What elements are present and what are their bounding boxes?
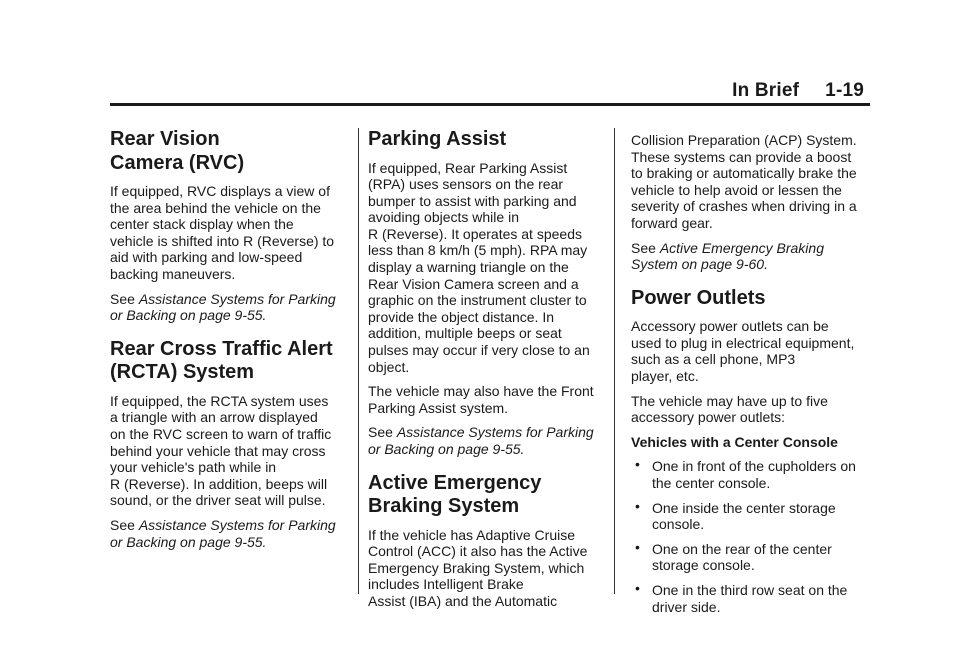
heading-line: Rear Cross Traffic Alert xyxy=(110,337,333,360)
text-line: less than 8 km/h (5 mph). RPA may xyxy=(368,242,588,259)
aeb-body-continued xyxy=(631,132,871,232)
text-line: avoiding objects while in xyxy=(368,209,519,226)
list-item xyxy=(631,497,871,533)
text-line: Emergency Braking System, which xyxy=(368,559,585,576)
heading-line: Rear Vision xyxy=(110,128,220,150)
aeb-heading xyxy=(368,472,608,519)
text-line: player, etc. xyxy=(631,368,699,385)
text-line: display a warning triangle on the xyxy=(368,259,569,276)
text-line: One on the rear of the center xyxy=(652,540,832,557)
heading-line: Camera (RVC) xyxy=(110,151,245,174)
rcta-heading xyxy=(110,338,350,385)
text-line: the area behind the vehicle on the xyxy=(110,199,321,216)
text-line: Assist (IBA) and the Automatic xyxy=(368,592,558,609)
text-line: If the vehicle has Adaptive Cruise xyxy=(368,526,576,543)
text-line: backing maneuvers. xyxy=(110,265,236,282)
parking-assist-body xyxy=(368,160,608,376)
text-line: (RPA) uses sensors on the rear xyxy=(368,176,564,193)
text-line: If equipped, Rear Parking Assist xyxy=(368,159,568,176)
text-line: The vehicle may also have the Front xyxy=(368,383,594,400)
text-line: accessory power outlets: xyxy=(631,409,786,426)
heading-line: Braking System xyxy=(368,495,520,518)
power-outlets-intro xyxy=(631,393,871,426)
cross-reference-link[interactable]: or Backing on page 9-55. xyxy=(110,533,267,550)
text-line: Rear Vision Camera screen and a xyxy=(368,275,579,292)
cross-reference-link[interactable]: Assistance Systems for Parking xyxy=(138,516,336,533)
text-line: behind your vehicle that may cross xyxy=(110,442,326,459)
text-line: used to plug in electrical equipment, xyxy=(631,334,855,351)
rcta-body xyxy=(110,393,350,509)
text-line: forward gear. xyxy=(631,214,713,231)
rvc-heading xyxy=(110,128,350,175)
text-line: console. xyxy=(652,516,705,533)
text-line: bumper to assist with parking and xyxy=(368,192,577,209)
page-number: 1-19 xyxy=(825,80,864,101)
rcta-see-reference xyxy=(110,517,350,550)
list-item xyxy=(631,579,871,615)
page-header xyxy=(732,80,864,102)
text-line: the center console. xyxy=(652,475,771,491)
text-line: One in front of the cupholders on xyxy=(652,458,856,475)
text-line: a triangle with an arrow displayed xyxy=(110,409,318,426)
bullet-icon: • xyxy=(635,579,640,596)
aeb-see-reference xyxy=(631,240,871,273)
text-line: aid with parking and low-speed xyxy=(110,249,303,266)
text-line: The vehicle may have up to five xyxy=(631,392,828,409)
text-line: Control (ACC) it also has the Active xyxy=(368,543,588,560)
text-line: graphic on the instrument cluster to xyxy=(368,292,587,309)
text-line: includes Intelligent Brake xyxy=(368,576,524,593)
parking-assist-heading: Parking Assist xyxy=(368,128,507,150)
outlet-list xyxy=(631,458,871,615)
text-line: Parking Assist system. xyxy=(368,399,509,416)
bullet-icon: • xyxy=(635,538,640,555)
text-line: severity of crashes when driving in a xyxy=(631,198,857,215)
text-line: object. xyxy=(368,358,410,375)
see-prefix: See xyxy=(368,424,393,441)
see-prefix: See xyxy=(110,516,135,533)
text-line: sound, or the driver seat will pulse. xyxy=(110,492,326,509)
power-outlets-body xyxy=(631,318,871,384)
column-2 xyxy=(368,128,608,618)
see-prefix: See xyxy=(631,239,656,256)
text-line: such as a cell phone, MP3 xyxy=(631,351,796,368)
text-line: vehicle is shifted into R (Reverse) to xyxy=(110,232,335,249)
text-line: storage console. xyxy=(652,557,755,574)
heading-line: (RCTA) System xyxy=(110,361,255,384)
parking-see-reference xyxy=(368,424,608,457)
text-line: provide the object distance. In xyxy=(368,308,555,325)
text-line: R (Reverse). In addition, beeps will xyxy=(110,475,328,492)
see-prefix: See xyxy=(110,290,135,307)
column-3 xyxy=(631,132,871,623)
text-line: One inside the center storage xyxy=(652,499,836,516)
list-item xyxy=(631,458,871,491)
cross-reference-link[interactable]: Active Emergency Braking xyxy=(659,239,824,256)
bullet-icon: • xyxy=(635,497,640,514)
cross-reference-link[interactable]: Assistance Systems for Parking xyxy=(396,424,594,441)
rvc-see-reference xyxy=(110,291,350,324)
column-divider xyxy=(358,128,359,594)
text-line: pulses may occur if very close to an xyxy=(368,342,590,359)
rvc-body xyxy=(110,183,350,283)
column-1 xyxy=(110,128,350,558)
power-outlets-heading: Power Outlets xyxy=(631,286,766,309)
aeb-body xyxy=(368,527,608,610)
column-divider xyxy=(614,128,615,594)
text-line: These systems can provide a boost xyxy=(631,148,852,165)
bullet-icon: • xyxy=(635,456,640,473)
cross-reference-link[interactable]: Assistance Systems for Parking xyxy=(138,290,336,307)
cross-reference-link[interactable]: System on page 9-60. xyxy=(631,256,768,273)
text-line: If equipped, the RCTA system uses xyxy=(110,392,329,409)
center-console-subheading: Vehicles with a Center Console xyxy=(631,433,838,450)
text-line: center stack display when the xyxy=(110,216,294,233)
text-line: your vehicle's path while in xyxy=(110,459,277,476)
header-rule xyxy=(110,103,870,106)
text-line: on the RVC screen to warn of traffic xyxy=(110,425,332,442)
text-line: addition, multiple beeps or seat xyxy=(368,325,562,342)
text-line: R (Reverse). It operates at speeds xyxy=(368,225,582,242)
cross-reference-link[interactable]: or Backing on page 9-55. xyxy=(368,441,525,457)
text-line: If equipped, RVC displays a view of xyxy=(110,183,330,199)
text-line: to braking or automatically brake the xyxy=(631,165,857,182)
heading-line: Active Emergency xyxy=(368,471,542,494)
cross-reference-link[interactable]: or Backing on page 9-55. xyxy=(110,307,267,324)
front-parking-assist-note xyxy=(368,383,608,416)
list-item xyxy=(631,538,871,574)
section-title: In Brief xyxy=(732,80,800,101)
text-line: One in the third row seat on the xyxy=(652,581,848,598)
text-line: vehicle to help avoid or lessen the xyxy=(631,181,842,198)
text-line: Collision Preparation (ACP) System. xyxy=(631,132,857,148)
text-line: driver side. xyxy=(652,598,721,615)
text-line: Accessory power outlets can be xyxy=(631,318,829,335)
